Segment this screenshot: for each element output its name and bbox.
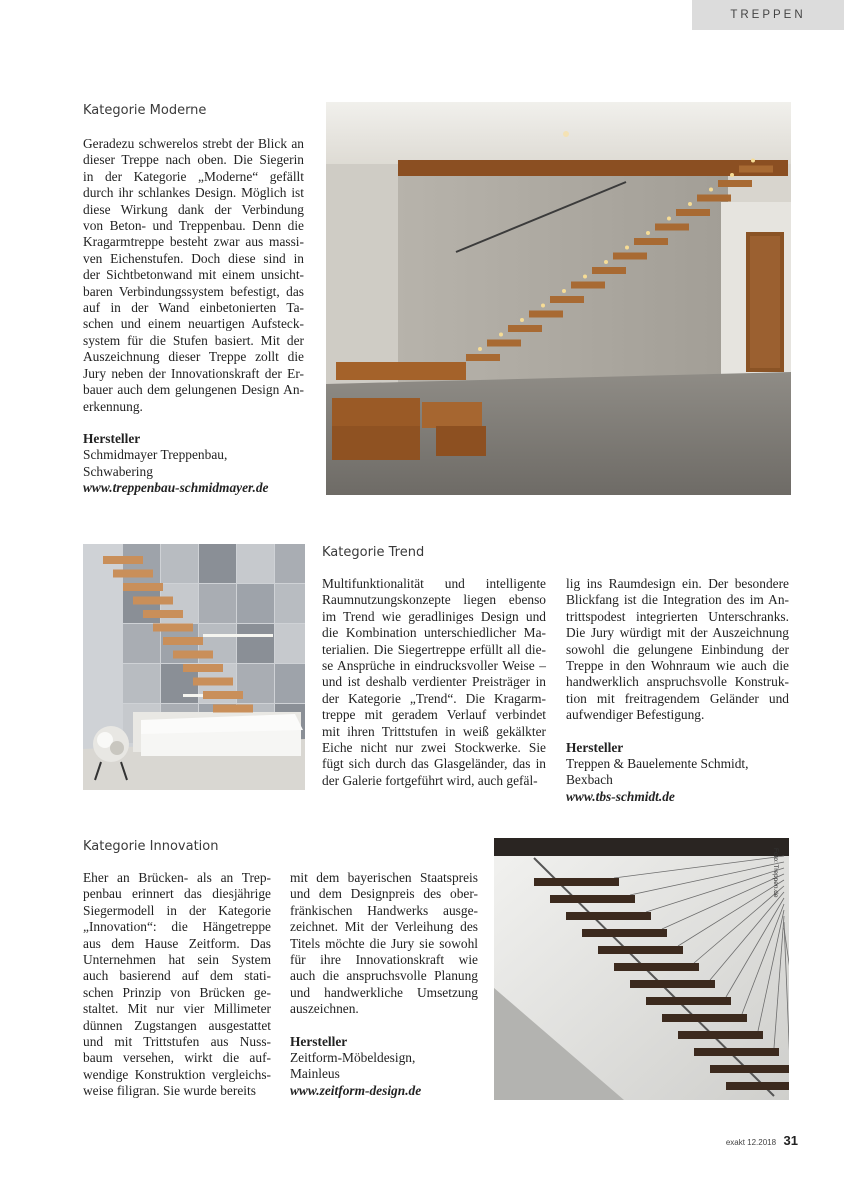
trend-col1 xyxy=(322,576,546,789)
text-line: trittspodest integrierten Unterschranks. xyxy=(566,608,789,624)
text-line: auszeichnen. xyxy=(290,1001,359,1017)
step-light xyxy=(583,275,587,279)
stair-tread xyxy=(630,980,715,988)
stair-tread xyxy=(566,912,651,920)
stair-tread xyxy=(508,325,542,332)
photo-credit: Foto: Treppen.de xyxy=(772,848,779,898)
moderne-maker-label: Hersteller xyxy=(83,430,141,446)
text-line: auch basierend auf dem stati- xyxy=(83,968,271,984)
text-line: Unternehmen hat sein System xyxy=(83,952,271,968)
text-line: Die Jury würdigt mit der Auszeichnung xyxy=(566,625,789,641)
text-line: und dem Designpreis des ober- xyxy=(290,886,478,902)
innovation-maker-city: Mainleus xyxy=(290,1066,340,1082)
wall-tile xyxy=(237,624,274,663)
stair-tread xyxy=(173,651,213,659)
text-line: tion mit freitragendem Geländer und xyxy=(566,690,789,706)
step-light xyxy=(499,333,503,337)
photo-trend-stair xyxy=(83,544,305,790)
text-line: Auszeichnung dieser Treppe zollt die xyxy=(83,349,304,365)
text-line: handwerklich anspruchsvolle Konstruk- xyxy=(566,674,789,690)
stair-tread xyxy=(676,209,710,216)
innovation-maker-label: Hersteller xyxy=(290,1033,348,1049)
magazine-issue: exakt 12.2018 xyxy=(725,1138,777,1147)
wall-tile xyxy=(199,584,236,623)
photo-moderne-stair xyxy=(326,102,791,495)
stair-tread xyxy=(739,166,773,173)
text-line: der Galerie fortgeführt wird, auch gefäl- xyxy=(322,772,538,788)
text-line: sowohl die gelungene Einbindung der xyxy=(566,641,789,657)
moderne-body xyxy=(83,136,304,497)
innovation-col1 xyxy=(83,870,271,1100)
trend-text-col1 xyxy=(322,576,546,789)
page-number: 31 xyxy=(783,1133,798,1148)
stair-tread xyxy=(103,556,143,564)
wall-tile xyxy=(199,544,236,583)
text-line: lig ins Raumdesign ein. Der besondere xyxy=(566,576,789,591)
text-line: für ihre Innovationskraft wie xyxy=(290,952,478,968)
step-light xyxy=(562,289,566,293)
wall-tile xyxy=(237,584,274,623)
stair-tread xyxy=(614,963,699,971)
trend-maker-label: Hersteller xyxy=(566,739,624,755)
text-line: auch die anspruchsvolle Planung xyxy=(290,968,478,984)
text-line: terialien. Die Siegertreppe erfüllt all die- xyxy=(322,641,546,657)
step-light xyxy=(667,217,671,221)
stair-tread xyxy=(718,180,752,187)
stair-tread xyxy=(203,691,243,699)
stair-tread xyxy=(534,878,619,886)
text-line: aufwendiger Befestigung. xyxy=(566,707,705,723)
text-line: staltet. Mit nur vier Millimeter xyxy=(83,1001,271,1017)
text-line: Treppe in den Wohnraum wie auch die xyxy=(566,658,789,674)
innovation-maker-web[interactable]: www.zeitform-design.de xyxy=(290,1082,422,1098)
innovation-maker-name: Zeitform-Möbeldesign, xyxy=(290,1050,416,1066)
step-light xyxy=(646,231,650,235)
wall-tile xyxy=(275,584,305,623)
trend-heading: Kategorie Trend xyxy=(322,545,425,560)
stair-tread xyxy=(153,624,193,632)
text-line: und mit Trittstufen aus Nuss- xyxy=(83,1034,271,1050)
text-line: diese Wirkung dank der Verbindung xyxy=(83,201,304,217)
trend-col2 xyxy=(566,576,789,805)
text-line: zeichnet. Mit der Verleihung des xyxy=(290,919,478,935)
step-light xyxy=(520,318,524,322)
text-line: „Innovation“: die Hängetreppe xyxy=(83,919,271,935)
wall-tile xyxy=(275,624,305,663)
stair-tread xyxy=(613,253,647,260)
step-light xyxy=(625,246,629,250)
step-light xyxy=(730,173,734,177)
text-line: Kragarmtreppe besteht zwar aus massi- xyxy=(83,234,304,250)
stair-tread xyxy=(550,895,635,903)
photo-innovation-stair xyxy=(494,838,789,1100)
wall-tile xyxy=(161,544,198,583)
trend-text-col2 xyxy=(566,576,789,724)
text-line: schen Prinzip von Brücken ge- xyxy=(83,984,271,1000)
text-line: se Ansprüche in eindrucksvoller Weise – xyxy=(322,658,546,674)
step-light xyxy=(541,304,545,308)
text-line: Jury neben der Innovationskraft der Er- xyxy=(83,365,304,381)
stair-tread xyxy=(694,1048,779,1056)
trend-maker-name: Treppen & Bauelemente Schmidt, Bexbach xyxy=(566,756,749,788)
text-line: aus dem Hause Zeitform. Das xyxy=(83,935,271,951)
stair-tread xyxy=(213,705,253,713)
text-line: schen und einem neuartigen Aufsteck- xyxy=(83,316,304,332)
text-line: dünnen Zugstangen ausgestattet xyxy=(83,1017,271,1033)
stair-tread xyxy=(726,1082,789,1090)
wall-tile xyxy=(275,664,305,703)
moderne-maker-name: Schmidmayer Treppenbau, xyxy=(83,447,228,463)
text-line: Eher an Brücken- als an Trep- xyxy=(83,870,271,885)
text-line: mit ihren Trittstufen in weiß gekälkter xyxy=(322,723,546,739)
text-line: die Kombination unterschiedlicher Ma- xyxy=(322,625,546,641)
stair-tread xyxy=(113,570,153,578)
stair-tread xyxy=(123,583,163,591)
text-line: in der Kategorie „Moderne“ gefällt xyxy=(83,168,304,184)
text-line: der Kategorie „Trend“. Die Kragarm- xyxy=(322,690,546,706)
stair-tread xyxy=(550,296,584,303)
text-line: der Sichtbetonwand mit einem unsicht- xyxy=(83,267,304,283)
stair-tread xyxy=(646,997,731,1005)
step-light xyxy=(709,188,713,192)
text-line: baum versehen, wirkt die auf- xyxy=(83,1050,271,1066)
moderne-text xyxy=(83,136,304,415)
stair-tread xyxy=(143,610,183,618)
section-tag: TREPPEN xyxy=(692,0,844,30)
page-footer xyxy=(726,1132,798,1150)
stair-tread xyxy=(183,664,223,672)
stair-tread xyxy=(529,311,563,318)
text-line: Blickfang ist die Integration des im An- xyxy=(566,592,789,608)
text-line: mit dem bayerischen Staatspreis xyxy=(290,870,478,885)
stair-tread xyxy=(678,1031,763,1039)
text-line: und ist deshalb verdienter Preisträger in xyxy=(322,674,546,690)
step-light xyxy=(604,260,608,264)
trend-maker-web[interactable]: www.tbs-schmidt.de xyxy=(566,788,675,804)
innovation-text-col1 xyxy=(83,870,271,1100)
text-line: ven Eichenstufen. Doch diese sind in xyxy=(83,250,304,266)
stair-tread xyxy=(634,238,668,245)
stair-tread xyxy=(163,637,203,645)
stair-tread xyxy=(582,929,667,937)
step-light xyxy=(478,347,482,351)
text-line: wendige Konstruktion vergleichs- xyxy=(83,1066,271,1082)
text-line: Eiche nicht nur zwei Stockwerke. Sie xyxy=(322,740,546,756)
text-line: treppe mit geradem Verlauf verbindet xyxy=(322,707,546,723)
text-line: erkennung. xyxy=(83,398,143,414)
step-light xyxy=(751,159,755,163)
text-line: von Beton- und Treppenbau. Denn die xyxy=(83,218,304,234)
text-line: bauer auch dem gelungenen Design An- xyxy=(83,382,304,398)
stair-tread xyxy=(466,354,500,361)
text-line: Multifunktionalität und intelligente xyxy=(322,576,546,591)
stair-tread xyxy=(710,1065,789,1073)
wall-tile xyxy=(123,664,160,703)
text-line: durch ihr schlankes Design. Möglich ist xyxy=(83,185,304,201)
text-line: weise filigran. Sie wurde bereits xyxy=(83,1083,256,1099)
innovation-heading: Kategorie Innovation xyxy=(83,839,219,854)
stair-tread xyxy=(655,224,689,231)
text-line: Siegermodell in der Kategorie xyxy=(83,902,271,918)
stair-tread xyxy=(662,1014,747,1022)
stair-tread xyxy=(697,195,731,202)
text-line: dieser Treppe nach oben. Die Siegerin xyxy=(83,152,304,168)
innovation-col2 xyxy=(290,870,478,1099)
stair-tread xyxy=(193,678,233,686)
text-line: fränkischen Handwerks ausge- xyxy=(290,902,478,918)
stair-tread xyxy=(487,340,521,347)
moderne-heading: Kategorie Moderne xyxy=(83,103,207,118)
text-line: im Trend wie geradliniges Design und xyxy=(322,608,546,624)
stair-tread xyxy=(598,946,683,954)
wall-tile xyxy=(275,544,305,583)
text-line: system für die Stufen basiert. Mit der xyxy=(83,332,304,348)
text-line: baren Verbindungssystem befestigt, das xyxy=(83,283,304,299)
text-line: Geradezu schwerelos strebt der Blick an xyxy=(83,136,304,151)
stair-tread xyxy=(592,267,626,274)
moderne-maker-web[interactable]: www.treppenbau-schmidmayer.de xyxy=(83,480,269,496)
step-light xyxy=(688,202,692,206)
text-line: penbau erinnert das diesjährige xyxy=(83,886,271,902)
stair-tread xyxy=(571,282,605,289)
stair-tread xyxy=(133,597,173,605)
moderne-maker-city: Schwabering xyxy=(83,463,153,479)
wall-tile xyxy=(237,544,274,583)
text-line: und handwerkliche Umsetzung xyxy=(290,984,478,1000)
text-line: Titels möchte die Jury sie sowohl xyxy=(290,935,478,951)
innovation-text-col2 xyxy=(290,870,478,1018)
text-line: auf in der Wand einbetonierten Ta- xyxy=(83,300,304,316)
text-line: fügt sich durch das Glasgeländer, das in xyxy=(322,756,546,772)
text-line: Raumnutzungskonzepte liegen ebenso xyxy=(322,592,546,608)
